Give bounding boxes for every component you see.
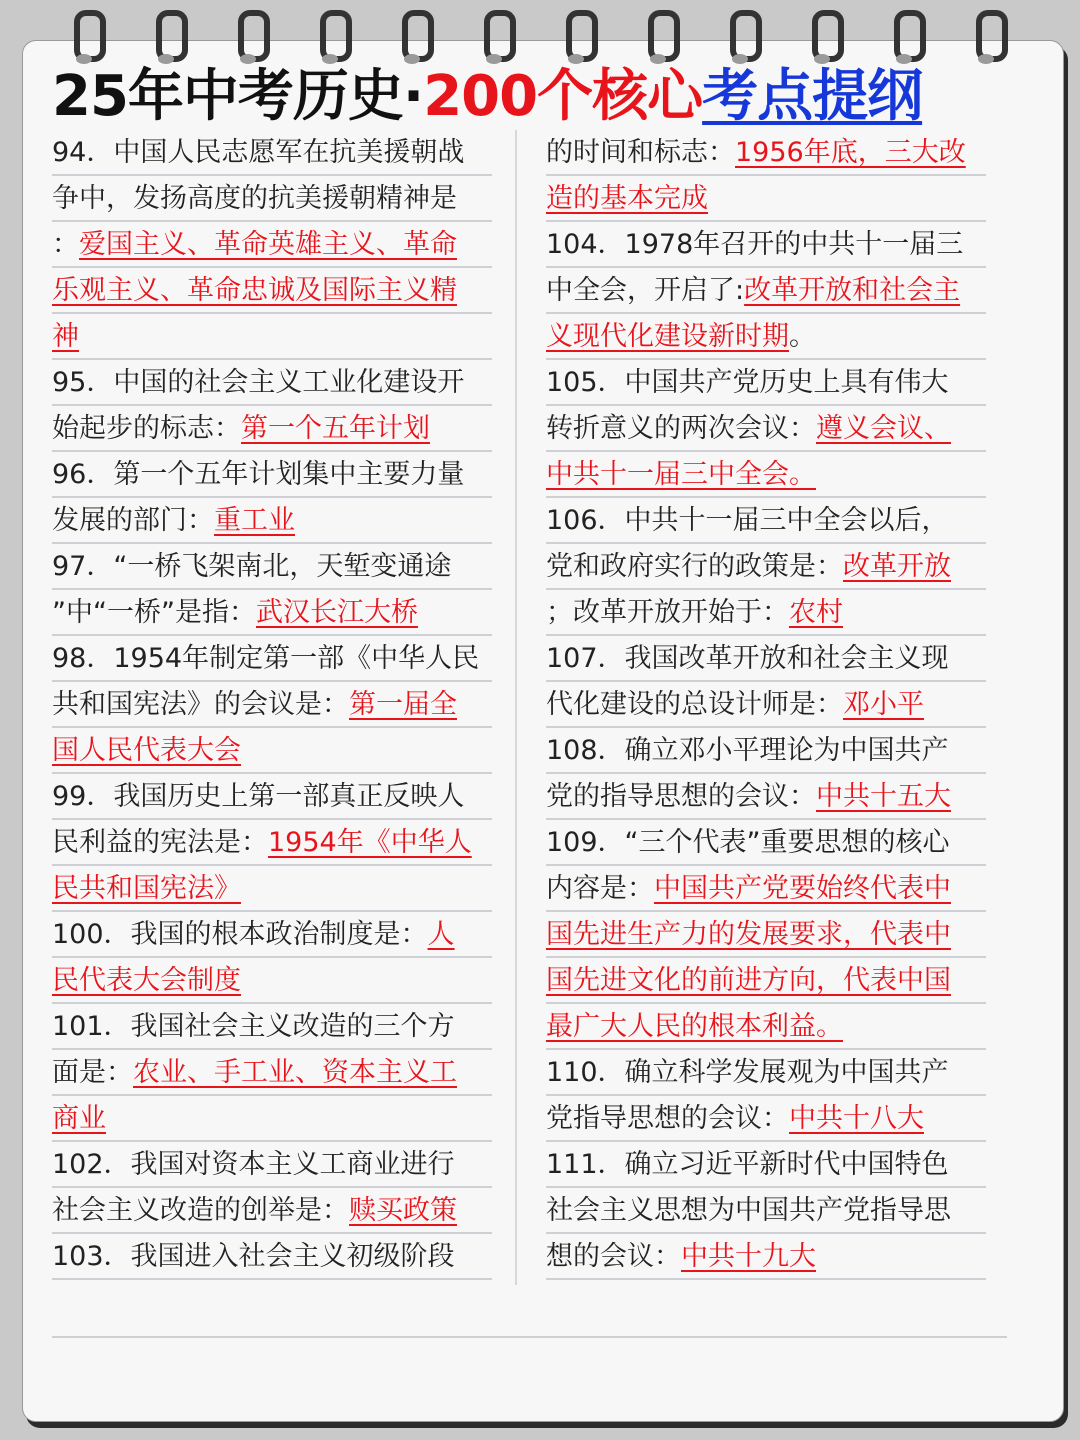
answer-text: 中共十八大 [789,1103,924,1134]
title-part-3: 考点提纲 [702,64,923,129]
binder-ring-icon [562,8,592,66]
answer-text: 乐观主义、革命忠诚及国际主义精 [52,275,457,306]
text-line [52,774,492,820]
question-text: 的时间和标志： [546,137,735,168]
text-line [546,774,986,820]
question-text: 转折意义的两次会议： [546,413,816,444]
text-line [52,1234,492,1280]
text-line [546,958,986,1004]
question-text: 社会主义思想为中国共产党指导思 [546,1195,951,1226]
answer-text: 1954年《中华人 [268,827,472,858]
binder-rings [0,8,1080,78]
left-column [52,130,492,1280]
answer-text: 中共十九大 [681,1241,816,1272]
text-line [52,682,492,728]
question-text: 始起步的标志： [52,413,241,444]
question-text: 103．我国进入社会主义初级阶段 [52,1241,455,1272]
text-line [52,222,492,268]
text-line [52,268,492,314]
question-text: 106．中共十一届三中全会以后， [546,505,949,536]
text-line [52,1050,492,1096]
question-text: 党和政府实行的政策是： [546,551,843,582]
text-line [546,636,986,682]
answer-text: 1956年底，三大改 [735,137,966,168]
text-line [52,866,492,912]
question-text: 97．“一桥飞架南北，天堑变通途 [52,551,452,582]
binder-ring-icon [972,8,1002,66]
answer-text: 重工业 [214,505,295,536]
question-text: 102．我国对资本主义工商业进行 [52,1149,455,1180]
text-line [546,314,986,360]
answer-text: 改革开放和社会主 [744,275,961,306]
answer-text: 改革开放 [843,551,951,582]
text-line [52,130,492,176]
question-text: 111．确立习近平新时代中国特色 [546,1149,949,1180]
question-text: 107．我国改革开放和社会主义现 [546,643,949,674]
answer-text: 中共十五大 [816,781,951,812]
answer-text: 义现代化建设新时期 [546,321,789,352]
text-line [546,452,986,498]
question-text: 面是： [52,1057,133,1088]
text-line [52,590,492,636]
answer-text: 人 [427,919,455,950]
right-column [546,130,986,1280]
question-text: 争中，发扬高度的抗美援朝精神是 [52,183,457,214]
answer-text: 神 [52,321,79,352]
text-line [546,1096,986,1142]
binder-ring-icon [316,8,346,66]
text-line [52,498,492,544]
binder-ring-icon [70,8,100,66]
question-text: ： [52,229,79,260]
text-line [546,130,986,176]
text-line [52,820,492,866]
text-line [52,544,492,590]
answer-text: 国先进文化的前进方向，代表中国 [546,965,951,996]
text-line [546,728,986,774]
text-line [546,682,986,728]
text-line [52,1188,492,1234]
text-line [546,590,986,636]
text-line [546,912,986,958]
text-line [546,820,986,866]
question-text: 内容是： [546,873,654,904]
binder-ring-icon [644,8,674,66]
question-text: 99．我国历史上第一部真正反映人 [52,781,465,812]
answer-text: 邓小平 [843,689,924,720]
text-line [52,176,492,222]
question-text: 101．我国社会主义改造的三个方 [52,1011,455,1042]
text-line [52,728,492,774]
question-text: 代化建设的总设计师是： [546,689,843,720]
binder-ring-icon [480,8,510,66]
question-text: 。 [789,321,816,352]
text-line [546,360,986,406]
question-text: 98．1954年制定第一部《中华人民 [52,643,480,674]
answer-text: 第一届全 [349,689,457,720]
text-line [546,222,986,268]
question-text: ；改革开放开始于： [546,597,789,628]
text-line [546,406,986,452]
question-text: 95．中国的社会主义工业化建设开 [52,367,465,398]
column-divider [515,130,517,1285]
answer-text: 爱国主义、革命英雄主义、革命 [79,229,457,260]
answer-text: 造的基本完成 [546,183,708,214]
title-part-2: 200个核心 [423,64,703,129]
question-text: 109．“三个代表”重要思想的核心 [546,827,950,858]
question-text: 105．中国共产党历史上具有伟大 [546,367,949,398]
answer-text: 最广大人民的根本利益。 [546,1011,843,1042]
answer-text: 中国共产党要始终代表中 [654,873,951,904]
text-line [546,1234,986,1280]
answer-text: 民代表大会制度 [52,965,241,996]
question-text: 社会主义改造的创举是： [52,1195,349,1226]
text-line [546,176,986,222]
question-text: 96．第一个五年计划集中主要力量 [52,459,465,490]
binder-ring-icon [890,8,920,66]
binder-ring-icon [726,8,756,66]
text-line [52,406,492,452]
question-text: 94．中国人民志愿军在抗美援朝战 [52,137,465,168]
binder-ring-icon [234,8,264,66]
text-line [546,1188,986,1234]
question-text: 想的会议： [546,1241,681,1272]
question-text: 中全会，开启了: [546,275,745,306]
question-text: 104．1978年召开的中共十一届三 [546,229,964,260]
question-text: ”中“一桥”是指： [52,597,256,628]
question-text: 110．确立科学发展观为中国共产 [546,1057,949,1088]
text-line [52,314,492,360]
question-text: 共和国宪法》的会议是： [52,689,349,720]
answer-text: 商业 [52,1103,106,1134]
answer-text: 中共十一届三中全会。 [546,459,816,490]
text-line [52,636,492,682]
text-line [546,866,986,912]
text-line [52,912,492,958]
text-line [52,958,492,1004]
text-line [546,1050,986,1096]
question-text: 发展的部门： [52,505,214,536]
text-line [546,268,986,314]
answer-text: 赎买政策 [349,1195,457,1226]
question-text: 民利益的宪法是： [52,827,268,858]
text-line [52,1142,492,1188]
text-line [546,544,986,590]
answer-text: 民共和国宪法》 [52,873,241,904]
question-text: 108．确立邓小平理论为中国共产 [546,735,949,766]
binder-ring-icon [808,8,838,66]
question-text: 党指导思想的会议： [546,1103,789,1134]
answer-text: 农业、手工业、资本主义工 [133,1057,457,1088]
answer-text: 农村 [789,597,843,628]
text-line [52,1004,492,1050]
text-line [546,1004,986,1050]
question-text: 党的指导思想的会议： [546,781,816,812]
question-text: 100．我国的根本政治制度是： [52,919,428,950]
blank-ruled-lines [52,1292,1007,1352]
text-line [52,452,492,498]
text-line [52,1096,492,1142]
binder-ring-icon [398,8,428,66]
binder-ring-icon [152,8,182,66]
text-line [546,1142,986,1188]
title-part-1: 25年中考历史· [52,64,424,129]
answer-text: 遵义会议、 [816,413,951,444]
answer-text: 国先进生产力的发展要求，代表中 [546,919,951,950]
text-line [546,498,986,544]
answer-text: 国人民代表大会 [52,735,241,766]
text-line [52,360,492,406]
answer-text: 第一个五年计划 [241,413,430,444]
answer-text: 武汉长江大桥 [255,597,418,628]
